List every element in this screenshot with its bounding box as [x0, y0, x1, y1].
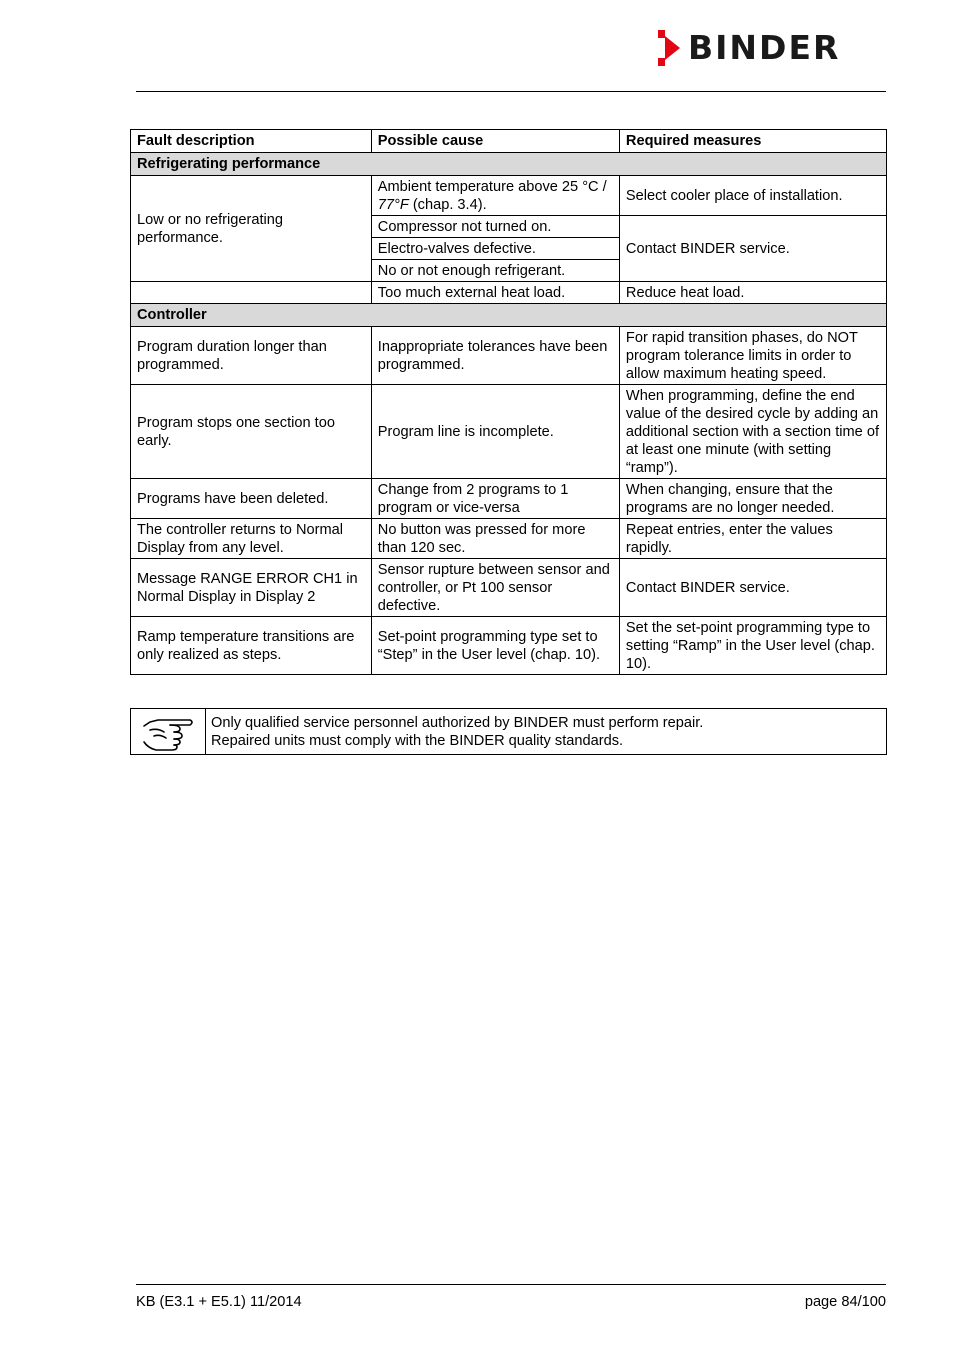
cause-cell: Sensor rupture between sensor and controller, or Pt 100 sensor defective. — [371, 559, 619, 617]
measure-cell: When programming, define the end value of the desired cycle by adding an additional section with a section time of at least one minute (with setting “ramp”). — [619, 385, 886, 479]
cause-cell: Too much external heat load. — [371, 282, 619, 304]
note-line: Repaired units must comply with the BINDER quality standards. — [211, 733, 624, 749]
header-rule — [136, 91, 886, 92]
cause-cell: No or not enough refrigerant. — [371, 260, 619, 282]
note-text — [206, 709, 708, 754]
cause-cell: Compressor not turned on. — [371, 216, 619, 238]
table-row — [131, 617, 887, 675]
cause-cell — [371, 176, 619, 216]
repair-note — [130, 708, 887, 755]
cause-cell: Program line is incomplete. — [371, 385, 619, 479]
cause-cell: Inappropriate tolerances have been programmed. — [371, 327, 619, 385]
cause-cell: No button was pressed for more than 120 sec. — [371, 519, 619, 559]
fault-cell: Ramp temperature transitions are only realized as steps. — [131, 617, 372, 675]
column-header: Fault description — [131, 130, 372, 153]
column-header: Possible cause — [371, 130, 619, 153]
binder-logo-mark-icon — [656, 30, 682, 66]
measure-cell: Contact BINDER service. — [619, 559, 886, 617]
measure-cell: Repeat entries, enter the values rapidly. — [619, 519, 886, 559]
footer-rule — [136, 1284, 886, 1285]
document-id: KB (E3.1 + E5.1) 11/2014 — [136, 1294, 302, 1310]
fault-cell: Program stops one section too early. — [131, 385, 372, 479]
section-title: Refrigerating performance — [131, 153, 887, 176]
fault-cell: Program duration longer than programmed. — [131, 327, 372, 385]
table-row — [131, 282, 887, 304]
measure-cell: Reduce heat load. — [619, 282, 886, 304]
cause-text: Ambient temperature above 25 °C / — [377, 178, 607, 195]
fault-table — [130, 129, 887, 675]
measure-cell: Contact BINDER service. — [619, 216, 886, 282]
cause-text: (chap. 3.4). — [408, 196, 487, 213]
measure-cell: Select cooler place of installation. — [619, 176, 886, 216]
note-line: Only qualified service personnel authorized by BINDER must perform repair. — [211, 715, 704, 731]
section-row-controller — [131, 304, 887, 327]
cause-cell: Electro-valves defective. — [371, 238, 619, 260]
cause-text-italic: 77°F — [377, 196, 409, 213]
cause-cell: Change from 2 programs to 1 program or vice-versa — [371, 479, 619, 519]
fault-cell — [131, 282, 372, 304]
table-header-row — [131, 130, 887, 153]
binder-logo — [656, 30, 840, 66]
table-row — [131, 385, 887, 479]
measure-cell: When changing, ensure that the programs are no longer needed. — [619, 479, 886, 519]
logo-text: BINDER — [688, 28, 841, 67]
section-title: Controller — [131, 304, 887, 327]
table-row — [131, 327, 887, 385]
fault-cell: The controller returns to Normal Display from any level. — [131, 519, 372, 559]
page-number: page 84/100 — [804, 1294, 886, 1310]
section-row-refrigerating — [131, 153, 887, 176]
measure-cell: For rapid transition phases, do NOT program tolerance limits in order to allow maximum heating speed. — [619, 327, 886, 385]
table-row — [131, 176, 887, 216]
fault-cell: Message RANGE ERROR CH1 in Normal Display in Display 2 — [131, 559, 372, 617]
column-header: Required measures — [619, 130, 886, 153]
table-row — [131, 479, 887, 519]
pointing-hand-icon — [131, 709, 206, 754]
fault-cell: Programs have been deleted. — [131, 479, 372, 519]
table-row — [131, 559, 887, 617]
table-row — [131, 519, 887, 559]
measure-cell: Set the set-point programming type to setting “Ramp” in the User level (chap. 10). — [619, 617, 886, 675]
cause-cell: Set-point programming type set to “Step” in the User level (chap. 10). — [371, 617, 619, 675]
fault-cell: Low or no refrigerating performance. — [131, 176, 372, 282]
